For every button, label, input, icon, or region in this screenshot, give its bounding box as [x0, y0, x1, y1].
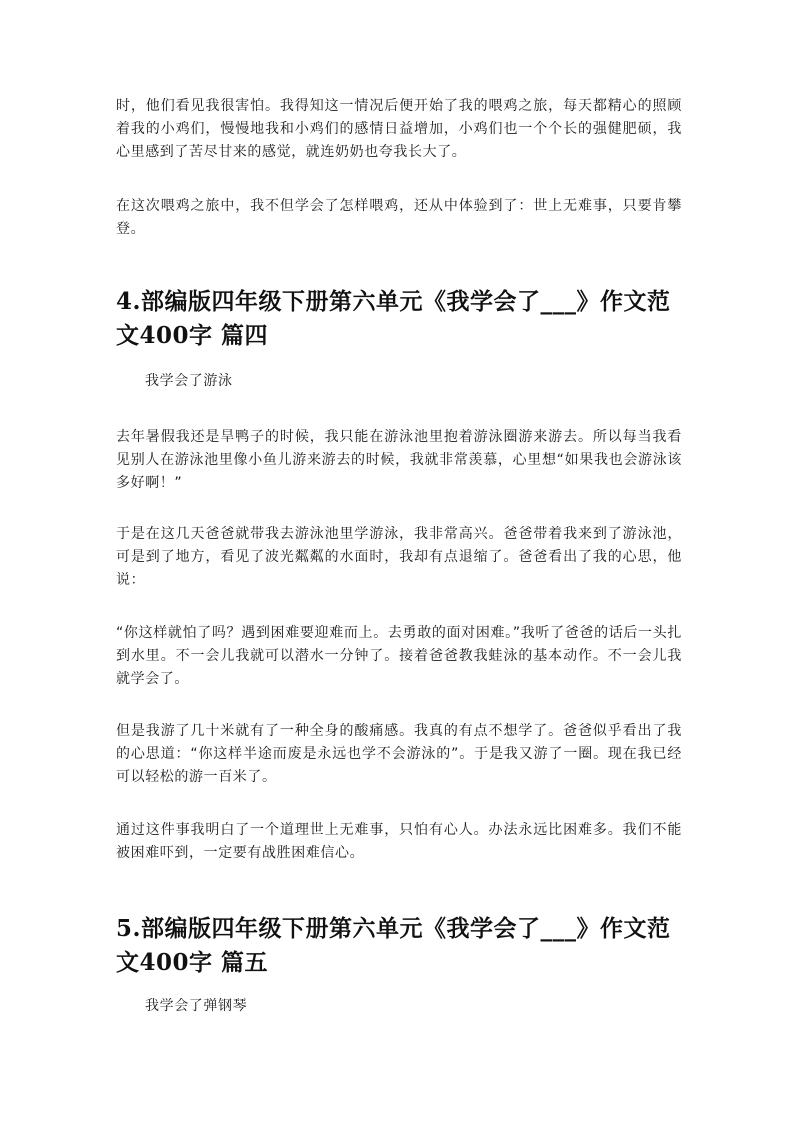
body-paragraph: “你这样就怕了吗？遇到困难要迎难而上。去勇敢的面对困难。”我听了爸爸的话后一头扎到水里。不一会儿我就可以潜水一分钟了。接着爸爸教我蛙泳的基本动作。不一会儿我就学会了。	[116, 625, 682, 687]
section-heading: 5.部编版四年级下册第六单元《我学会了___》作文范文400字 篇五	[116, 915, 671, 976]
body-paragraph: 去年暑假我还是旱鸭子的时候，我只能在游泳池里抱着游泳圈游来游去。所以每当我看见别人在游泳池里像小鱼儿游来游去的时候，我就非常羡慕，心里想“如果我也会游泳该多好啊！”	[116, 429, 682, 491]
body-paragraph: 但是我游了几十米就有了一种全身的酸痛感。我真的有点不想学了。爸爸似乎看出了我的心思道：“你这样半途而废是永远也学不会游泳的”。于是我又游了一圈。现在我已经可以轻松的游一百米了。	[116, 723, 682, 785]
body-paragraph: 在这次喂鸡之旅中，我不但学会了怎样喂鸡，还从中体验到了：世上无难事，只要肯攀登。	[116, 198, 682, 237]
body-paragraph: 通过这件事我明白了一个道理世上无难事，只怕有心人。办法永远比困难多。我们不能被困难吓到，一定要有战胜困难信心。	[116, 822, 682, 861]
body-paragraph: 时，他们看见我很害怕。我得知这一情况后便开始了我的喂鸡之旅，每天都精心的照顾着我的小鸡们，慢慢地我和小鸡们的感情日益增加，小鸡们也一个个长的强健肥硕，我心里感到了苦尽甘来的感觉，就连奶奶也夸我长大了。	[116, 98, 682, 160]
section-subtitle: 我学会了弹钢琴	[145, 998, 248, 1014]
body-paragraph: 于是在这几天爸爸就带我去游泳池里学游泳，我非常高兴。爸爸带着我来到了游泳池，可是到了地方，看见了波光粼粼的水面时，我却有点退缩了。爸爸看出了我的心思，他说：	[116, 526, 682, 588]
section-heading: 4.部编版四年级下册第六单元《我学会了___》作文范文400字 篇四	[116, 288, 671, 349]
section-subtitle: 我学会了游泳	[145, 373, 233, 389]
